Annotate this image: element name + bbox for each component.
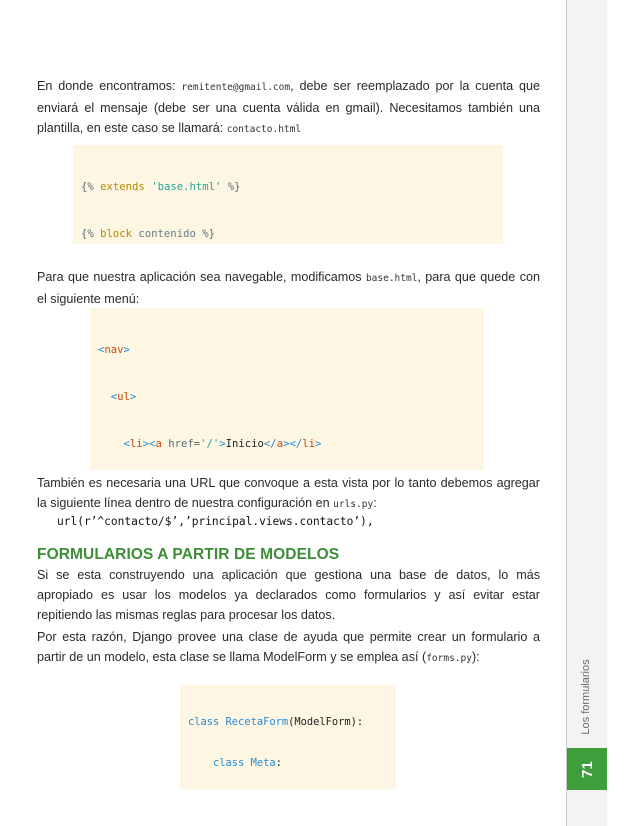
rail-divider <box>566 0 567 826</box>
code-line: <nav> <box>98 344 130 357</box>
p1-file: contacto.html <box>226 124 302 135</box>
section-title-vertical: Los formularios <box>580 659 592 735</box>
p3-after: : <box>373 496 377 510</box>
page-number-badge <box>567 748 607 790</box>
p3-file: urls.py <box>333 499 374 510</box>
paragraph-menu <box>37 267 540 309</box>
section-heading: FORMULARIOS A PARTIR DE MODELOS <box>37 546 340 563</box>
paragraph-modelform <box>37 627 540 669</box>
code-line: <ul> <box>110 390 137 403</box>
p5-after: ): <box>471 650 480 664</box>
p2-after: , para que quede con el siguiente menú: <box>37 270 540 306</box>
code-line: {% block contenido %} <box>81 227 215 240</box>
paragraph-url <box>37 473 540 515</box>
code-block-template <box>73 145 503 244</box>
p3-before: También es necesaria una URL que convoque a esta vista por lo tanto debemos agregar la siguiente línea dentro de nuestra configuración en <box>37 476 540 510</box>
p5-file: forms.py <box>426 653 472 664</box>
p1-before: En donde encontramos: <box>37 79 182 93</box>
p5-before: Por esta razón, Django provee una clase de ayuda que permite crear un formulario a partir de un modelo, esta clase se llama ModelForm y se emplea así ( <box>37 630 540 664</box>
paragraph-email <box>37 76 540 140</box>
code-line: <li><a href='/'>Inicio</a></li> <box>123 437 322 450</box>
code-line: class RecetaForm(ModelForm): <box>188 716 364 729</box>
code-block-forms <box>180 685 396 789</box>
p2-before: Para que nuestra aplicación sea navegable, modificamos <box>37 270 366 284</box>
url-code-line: url(r’^contacto/$’,’principal.views.contacto’), <box>57 515 374 528</box>
code-line: class Meta: <box>213 756 282 769</box>
code-block-nav <box>90 308 484 470</box>
code-line: {% extends 'base.html' %} <box>81 181 241 194</box>
p1-email: remitente@gmail.com <box>181 82 291 93</box>
p2-file: base.html <box>365 273 418 284</box>
page-number: 71 <box>578 760 596 778</box>
paragraph-models: Si se esta construyendo una aplicación que gestiona una base de datos, lo más apropiado es usar los modelos ya declarados como formularios y así evitar estar repitiendo las mismas reglas para procesar los datos. <box>37 568 540 622</box>
p1-middle: , debe ser reemplazado por la cuenta que enviará el mensaje (debe ser una cuenta válida en gmail). Necesitamos también una plantilla, en este caso se llamará: <box>37 79 540 135</box>
